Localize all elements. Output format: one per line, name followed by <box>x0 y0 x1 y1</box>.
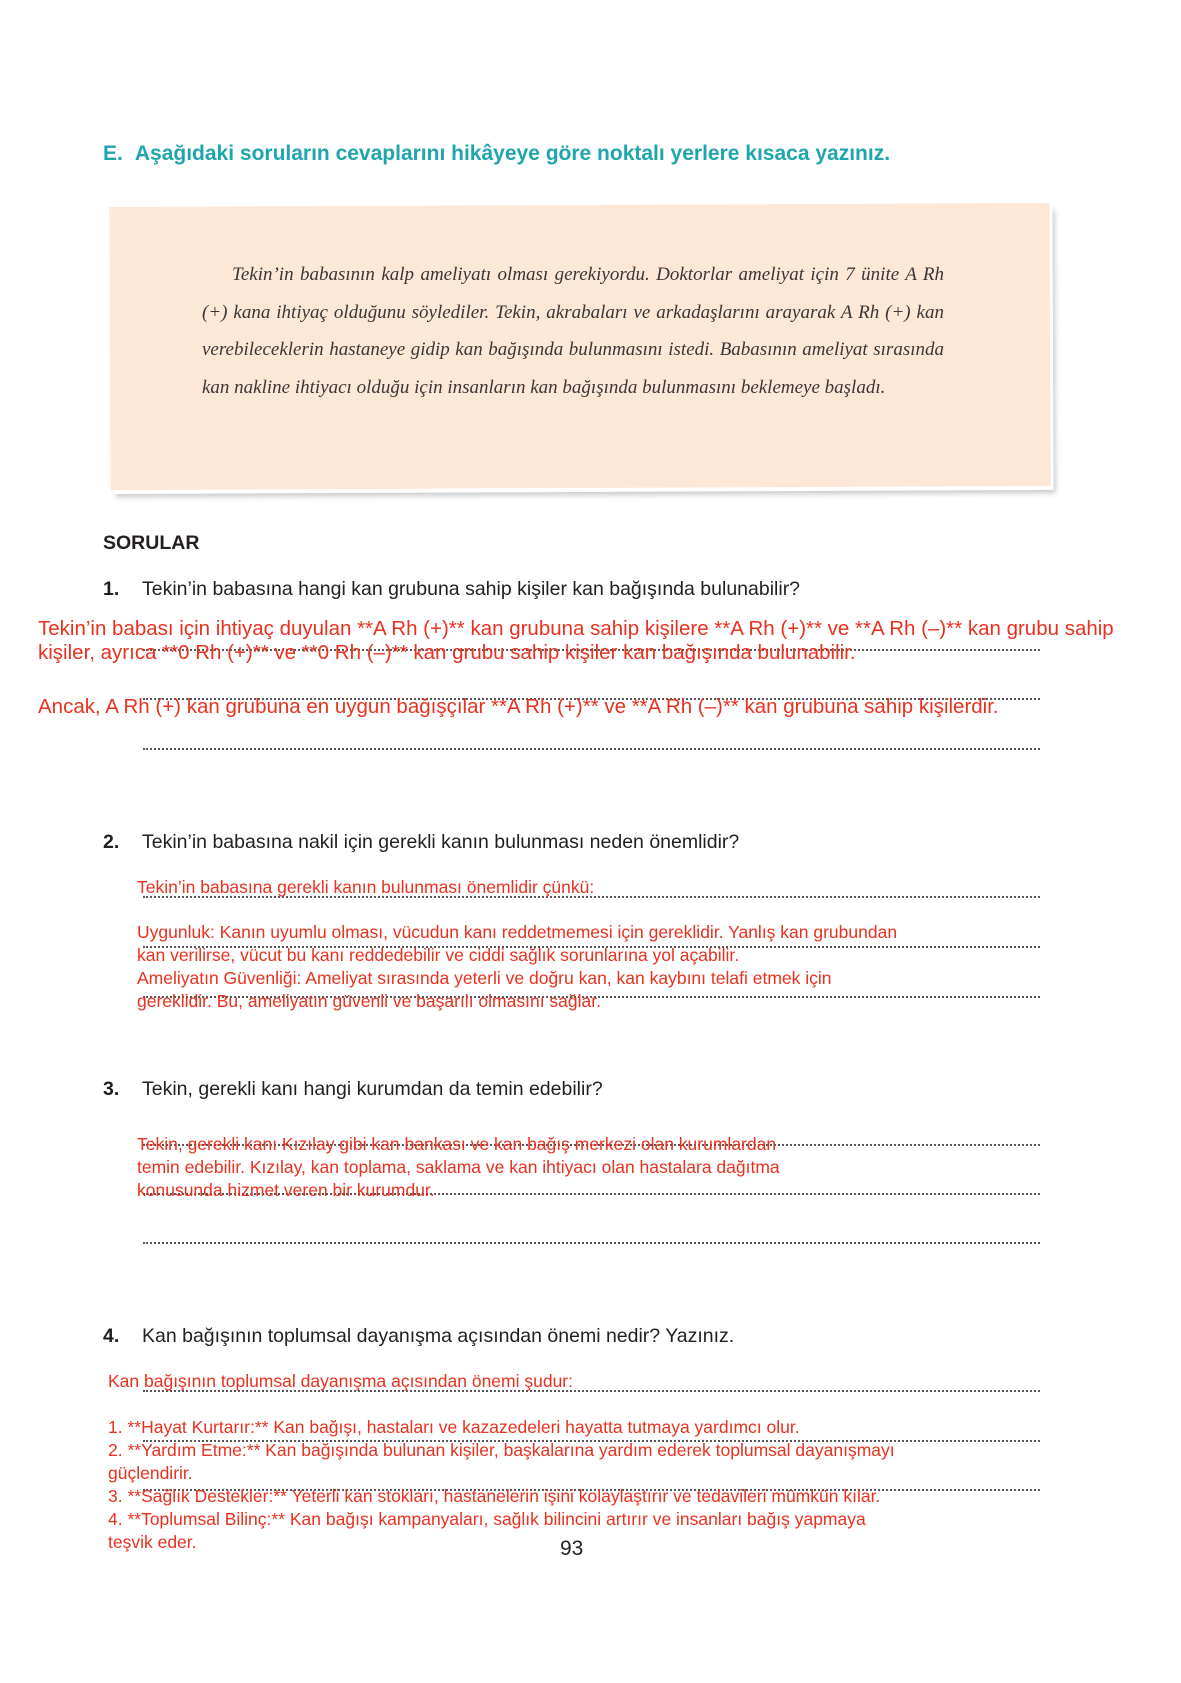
story-paragraph: Tekin’in babasının kalp ameliyatı olması gerekiyordu. Doktorlar ameliyat için 7 ünite A Rh (+) kana ihtiyaç olduğunu söylediler. Tekin, akrabaları ve arkadaşlarını arayarak A Rh (+) kan verebileceklerin hastaneye gidip kan bağışında bulunmasını istedi. Babasının ameliyat sırasında kan nakline ihtiyacı olduğu için insanların kan bağışında bulunmasını beklemeye başladı. <box>202 264 944 398</box>
answer-line: Ameliyatın Güvenliği: Ameliyat sırasında yeterli ve doğru kan, kan kaybını telafi etmek için <box>137 968 832 988</box>
answer-line: 1. **Hayat Kurtarır:** Kan bağışı, hastaları ve kazazedeleri hayatta tutmaya yardımcı olur. <box>108 1417 800 1437</box>
answer-line: Kan bağışının toplumsal dayanışma açısından önemi şudur: <box>108 1371 573 1391</box>
answer-line: gereklidir. Bu, ameliyatın güvenli ve başarılı olmasını sağlar. <box>137 991 601 1011</box>
question-3 <box>103 1078 603 1101</box>
question-number: 1. <box>103 578 120 600</box>
answer-line: güçlendirir. <box>108 1463 193 1483</box>
answer-line: 3. **Sağlık Destekler:** Yeterli kan stokları, hastanelerin işini kolaylaştırır ve tedavileri mümkün kılar. <box>108 1486 881 1506</box>
question-text: Tekin’in babasına nakil için gerekli kanın bulunması neden önemlidir? <box>142 831 740 853</box>
section-title: SORULAR <box>103 532 200 554</box>
answer-line: 4. **Toplumsal Bilinç:** Kan bağışı kampanyaları, sağlık bilincini artırır ve insanları bağış yapmaya <box>108 1509 866 1529</box>
answer-line: temin edebilir. Kızılay, kan toplama, saklama ve kan ihtiyacı olan hastalara dağıtma <box>137 1157 780 1177</box>
answer-dotted-line <box>143 1242 1040 1244</box>
question-text: Kan bağışının toplumsal dayanışma açısından önemi nedir? Yazınız. <box>142 1325 735 1347</box>
answer-line: 2. **Yardım Etme:** Kan bağışında bulunan kişiler, başkalarına yardım ederek toplumsal dayanışmayı <box>108 1440 895 1460</box>
story-text <box>202 256 944 406</box>
answer-line: Tekin’in babasına gerekli kanın bulunması önemlidir çünkü: <box>137 877 595 897</box>
answer-line: Uygunluk: Kanın uyumlu olması, vücudun kanı reddetmemesi için gereklidir. Yanlış kan grubundan <box>137 922 898 942</box>
question-4 <box>103 1325 734 1348</box>
answer-line: kan verilirse, vücut bu kanı reddedebilir ve ciddi sağlık sorunlarına yol açabilir. <box>137 945 740 965</box>
question-number: 4. <box>103 1325 120 1347</box>
question-2 <box>103 831 739 854</box>
exercise-instruction: Aşağıdaki soruların cevaplarını hikâyeye göre noktalı yerlere kısaca yazınız. <box>134 142 891 165</box>
question-number: 2. <box>103 831 120 853</box>
exercise-heading <box>103 142 890 166</box>
answer-dotted-line <box>143 748 1040 750</box>
answer-line: konusunda hizmet veren bir kurumdur. <box>137 1180 435 1200</box>
exercise-letter: E. <box>103 142 123 165</box>
answer-line: kişiler, ayrıca **0 Rh (+)** ve **0 Rh (–)** kan grubu sahip kişiler kan bağışında bulunabilir. <box>38 641 856 664</box>
answer-line: teşvik eder. <box>108 1532 197 1552</box>
page-number: 93 <box>560 1537 584 1560</box>
answer-line: Tekin’in babası için ihtiyaç duyulan **A Rh (+)** kan grubuna sahip kişilere **A Rh (+)** ve **A Rh (–)** kan grubu sahip <box>38 617 1114 640</box>
question-number: 3. <box>103 1078 120 1100</box>
answer-line: Tekin, gerekli kanı Kızılay gibi kan bankası ve kan bağış merkezi olan kurumlardan <box>137 1134 777 1154</box>
question-text: Tekin’in babasına hangi kan grubuna sahip kişiler kan bağışında bulunabilir? <box>142 578 801 600</box>
question-text: Tekin, gerekli kanı hangi kurumdan da temin edebilir? <box>142 1078 603 1100</box>
question-1 <box>103 578 800 601</box>
answer-line: Ancak, A Rh (+) kan grubuna en uygun bağışçılar **A Rh (+)** ve **A Rh (–)** kan grubuna sahip kişilerdir. <box>38 695 999 718</box>
